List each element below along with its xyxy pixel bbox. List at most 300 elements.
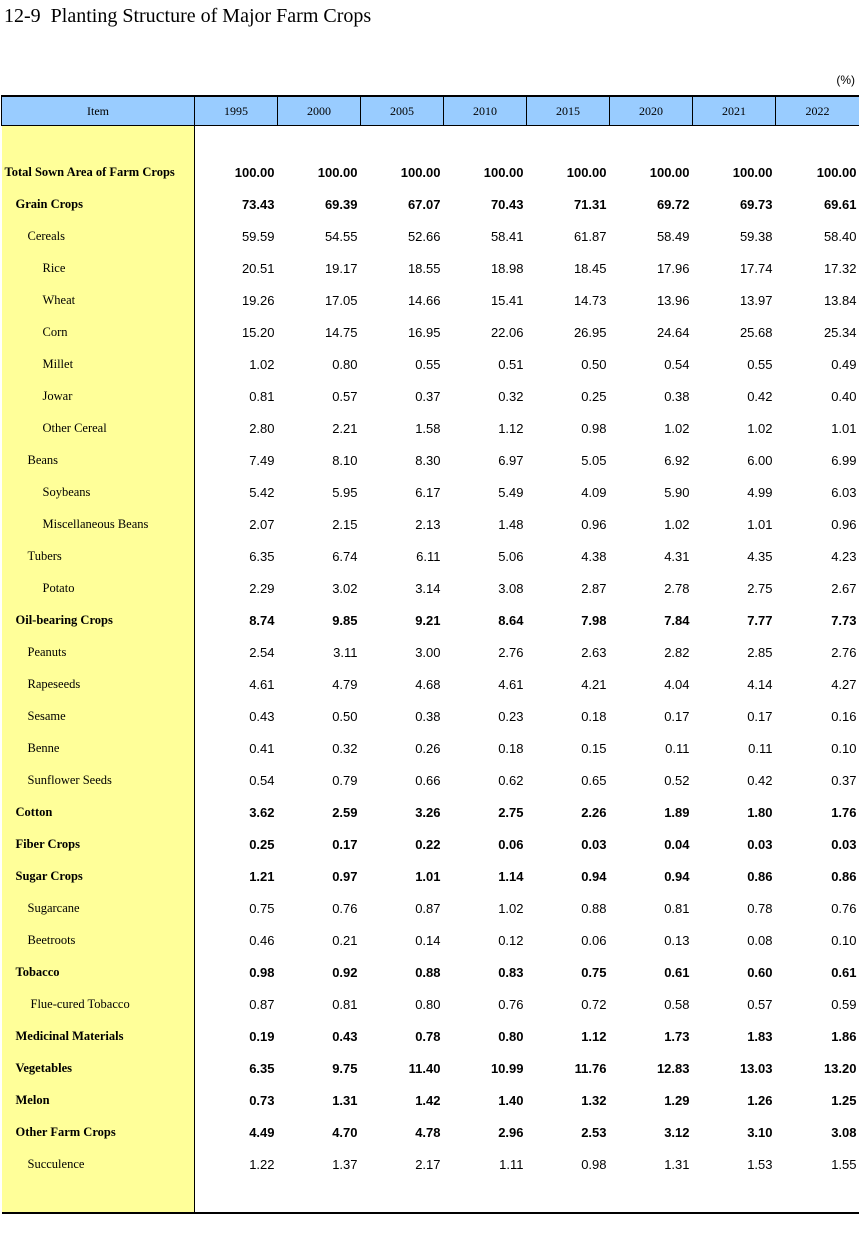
value-cell: 2.67 bbox=[831, 580, 857, 596]
value-cell: 0.25 bbox=[249, 836, 275, 852]
value-cell: 1.02 bbox=[664, 516, 690, 532]
column-header-year: 2015 bbox=[527, 96, 610, 126]
value-cell: 3.10 bbox=[747, 1124, 773, 1140]
table-row bbox=[2, 188, 859, 220]
value-cell: 0.40 bbox=[831, 388, 857, 404]
table-row bbox=[2, 380, 859, 412]
spacer-cell bbox=[444, 1180, 527, 1213]
value-cell: 1.21 bbox=[249, 868, 275, 884]
value-cell: 0.18 bbox=[581, 708, 607, 724]
row-label: Succulence bbox=[2, 1148, 195, 1180]
table-row bbox=[2, 444, 859, 476]
value-cell: 0.66 bbox=[415, 772, 441, 788]
spacer-cell bbox=[693, 1180, 776, 1213]
value-cell: 8.30 bbox=[415, 452, 441, 468]
value-cell: 0.54 bbox=[249, 772, 275, 788]
value-cell: 59.38 bbox=[739, 228, 773, 244]
value-cell: 4.21 bbox=[581, 676, 607, 692]
table-row bbox=[2, 1084, 859, 1116]
value-cell: 2.80 bbox=[249, 420, 275, 436]
value-cell: 0.42 bbox=[747, 772, 773, 788]
value-cell: 6.99 bbox=[831, 452, 857, 468]
value-cell: 2.54 bbox=[249, 644, 275, 660]
value-cell: 52.66 bbox=[407, 228, 441, 244]
value-cell: 0.13 bbox=[664, 932, 690, 948]
value-cell: 10.99 bbox=[490, 1060, 524, 1076]
value-cell: 0.50 bbox=[332, 708, 358, 724]
value-cell: 13.03 bbox=[739, 1060, 773, 1076]
value-cell: 15.41 bbox=[490, 292, 524, 308]
value-cell: 2.53 bbox=[581, 1124, 607, 1140]
value-cell: 7.49 bbox=[249, 452, 275, 468]
value-cell: 4.23 bbox=[831, 548, 857, 564]
value-cell: 1.31 bbox=[332, 1092, 358, 1108]
value-cell: 1.73 bbox=[664, 1028, 690, 1044]
spacer-cell bbox=[195, 1180, 278, 1213]
spacer-cell bbox=[278, 126, 361, 157]
row-label: Sunflower Seeds bbox=[2, 764, 195, 796]
value-cell: 3.12 bbox=[664, 1124, 690, 1140]
table-row bbox=[2, 892, 859, 924]
table-row bbox=[2, 924, 859, 956]
value-cell: 7.84 bbox=[664, 612, 690, 628]
row-label: Sugar Crops bbox=[2, 860, 195, 892]
table-row bbox=[2, 1020, 859, 1052]
header-row bbox=[2, 96, 859, 126]
row-label: Other Farm Crops bbox=[2, 1116, 195, 1148]
value-cell: 0.52 bbox=[664, 772, 690, 788]
table-row bbox=[2, 828, 859, 860]
value-cell: 1.53 bbox=[747, 1156, 773, 1172]
table-row bbox=[2, 348, 859, 380]
value-cell: 70.43 bbox=[490, 196, 524, 212]
value-cell: 3.26 bbox=[415, 804, 441, 820]
spacer-cell bbox=[278, 1180, 361, 1213]
value-cell: 0.86 bbox=[747, 868, 773, 884]
value-cell: 1.01 bbox=[415, 868, 441, 884]
value-cell: 0.38 bbox=[415, 708, 441, 724]
value-cell: 1.48 bbox=[498, 516, 524, 532]
value-cell: 0.21 bbox=[332, 932, 358, 948]
spacer-cell bbox=[2, 126, 195, 157]
value-cell: 0.55 bbox=[747, 356, 773, 372]
column-header-year: 2010 bbox=[444, 96, 527, 126]
value-cell: 54.55 bbox=[324, 228, 358, 244]
page-title: 12-9 Planting Structure of Major Farm Crops bbox=[4, 5, 372, 27]
value-cell: 8.64 bbox=[498, 612, 524, 628]
value-cell: 69.39 bbox=[324, 196, 358, 212]
row-label: Jowar bbox=[2, 380, 195, 412]
value-cell: 1.86 bbox=[831, 1028, 857, 1044]
value-cell: 0.50 bbox=[581, 356, 607, 372]
value-cell: 6.03 bbox=[831, 484, 857, 500]
value-cell: 17.05 bbox=[324, 292, 358, 308]
value-cell: 2.07 bbox=[249, 516, 275, 532]
value-cell: 3.08 bbox=[498, 580, 524, 596]
value-cell: 6.11 bbox=[416, 548, 441, 564]
value-cell: 0.38 bbox=[664, 388, 690, 404]
value-cell: 0.43 bbox=[249, 708, 275, 724]
value-cell: 0.22 bbox=[415, 836, 441, 852]
value-cell: 0.75 bbox=[249, 900, 275, 916]
value-cell: 0.26 bbox=[415, 740, 441, 756]
value-cell: 11.40 bbox=[408, 1060, 441, 1076]
value-cell: 13.96 bbox=[656, 292, 690, 308]
value-cell: 0.94 bbox=[664, 868, 690, 884]
value-cell: 13.20 bbox=[823, 1060, 857, 1076]
value-cell: 13.97 bbox=[739, 292, 773, 308]
value-cell: 0.03 bbox=[581, 836, 607, 852]
value-cell: 3.62 bbox=[249, 804, 275, 820]
value-cell: 61.87 bbox=[573, 228, 607, 244]
spacer-cell bbox=[444, 126, 527, 157]
value-cell: 0.42 bbox=[747, 388, 773, 404]
value-cell: 4.27 bbox=[831, 676, 857, 692]
value-cell: 5.95 bbox=[332, 484, 358, 500]
value-cell: 2.75 bbox=[498, 804, 524, 820]
value-cell: 19.26 bbox=[241, 292, 275, 308]
table-row bbox=[2, 988, 859, 1020]
value-cell: 0.16 bbox=[831, 708, 857, 724]
value-cell: 2.17 bbox=[415, 1156, 441, 1172]
value-cell: 17.74 bbox=[739, 260, 773, 276]
value-cell: 25.34 bbox=[823, 324, 857, 340]
value-cell: 100.00 bbox=[732, 164, 773, 180]
value-cell: 0.75 bbox=[581, 964, 607, 980]
value-cell: 17.96 bbox=[656, 260, 690, 276]
column-header-year: 2021 bbox=[693, 96, 776, 126]
value-cell: 2.82 bbox=[664, 644, 690, 660]
table-row bbox=[2, 604, 859, 636]
value-cell: 9.75 bbox=[332, 1060, 358, 1076]
value-cell: 69.72 bbox=[656, 196, 690, 212]
value-cell: 71.31 bbox=[573, 196, 607, 212]
value-cell: 0.87 bbox=[415, 900, 441, 916]
value-cell: 2.29 bbox=[249, 580, 275, 596]
value-cell: 0.06 bbox=[581, 932, 607, 948]
value-cell: 19.17 bbox=[324, 260, 358, 276]
value-cell: 58.49 bbox=[656, 228, 690, 244]
value-cell: 12.83 bbox=[656, 1060, 690, 1076]
value-cell: 4.78 bbox=[415, 1124, 441, 1140]
value-cell: 14.75 bbox=[324, 324, 358, 340]
value-cell: 100.00 bbox=[400, 164, 441, 180]
value-cell: 18.45 bbox=[573, 260, 607, 276]
value-cell: 0.88 bbox=[415, 964, 441, 980]
value-cell: 0.81 bbox=[332, 996, 358, 1012]
value-cell: 3.00 bbox=[415, 644, 441, 660]
value-cell: 0.97 bbox=[332, 868, 358, 884]
value-cell: 0.03 bbox=[747, 836, 773, 852]
value-cell: 67.07 bbox=[407, 196, 441, 212]
row-label: Melon bbox=[2, 1084, 195, 1116]
value-cell: 2.76 bbox=[498, 644, 524, 660]
row-label: Other Cereal bbox=[2, 412, 195, 444]
value-cell: 59.59 bbox=[241, 228, 275, 244]
value-cell: 1.02 bbox=[747, 420, 773, 436]
value-cell: 0.25 bbox=[581, 388, 607, 404]
value-cell: 0.72 bbox=[581, 996, 607, 1012]
row-label: Fiber Crops bbox=[2, 828, 195, 860]
table-row bbox=[2, 284, 859, 316]
value-cell: 0.65 bbox=[581, 772, 607, 788]
value-cell: 0.06 bbox=[498, 836, 524, 852]
table-row bbox=[2, 476, 859, 508]
value-cell: 4.38 bbox=[581, 548, 607, 564]
value-cell: 2.59 bbox=[332, 804, 358, 820]
table-row bbox=[2, 412, 859, 444]
column-header-item: Item bbox=[2, 96, 195, 126]
value-cell: 0.49 bbox=[831, 356, 857, 372]
value-cell: 0.15 bbox=[581, 740, 607, 756]
value-cell: 1.37 bbox=[332, 1156, 358, 1172]
spacer-row bbox=[2, 1180, 859, 1213]
value-cell: 9.85 bbox=[332, 612, 358, 628]
value-cell: 1.02 bbox=[249, 356, 275, 372]
value-cell: 7.73 bbox=[831, 612, 857, 628]
row-label: Miscellaneous Beans bbox=[2, 508, 195, 540]
value-cell: 100.00 bbox=[317, 164, 358, 180]
row-label: Vegetables bbox=[2, 1052, 195, 1084]
value-cell: 17.32 bbox=[823, 260, 857, 276]
value-cell: 0.43 bbox=[332, 1028, 358, 1044]
value-cell: 0.96 bbox=[581, 516, 607, 532]
value-cell: 9.21 bbox=[415, 612, 441, 628]
spacer-cell bbox=[610, 1180, 693, 1213]
value-cell: 1.55 bbox=[831, 1156, 857, 1172]
value-cell: 0.46 bbox=[249, 932, 275, 948]
value-cell: 15.20 bbox=[241, 324, 275, 340]
value-cell: 5.49 bbox=[498, 484, 524, 500]
value-cell: 4.79 bbox=[332, 676, 358, 692]
value-cell: 5.06 bbox=[498, 548, 524, 564]
value-cell: 1.29 bbox=[664, 1092, 690, 1108]
value-cell: 0.37 bbox=[831, 772, 857, 788]
value-cell: 4.49 bbox=[249, 1124, 275, 1140]
value-cell: 0.57 bbox=[332, 388, 358, 404]
spacer-cell bbox=[195, 126, 278, 157]
spacer-cell bbox=[527, 1180, 610, 1213]
column-header-year: 2005 bbox=[361, 96, 444, 126]
value-cell: 1.14 bbox=[498, 868, 524, 884]
value-cell: 6.17 bbox=[415, 484, 441, 500]
table-row bbox=[2, 860, 859, 892]
column-header-year: 2000 bbox=[278, 96, 361, 126]
value-cell: 0.78 bbox=[415, 1028, 441, 1044]
value-cell: 0.51 bbox=[498, 356, 524, 372]
row-label: Millet bbox=[2, 348, 195, 380]
table-row bbox=[2, 668, 859, 700]
value-cell: 0.60 bbox=[747, 964, 773, 980]
value-cell: 4.68 bbox=[415, 676, 441, 692]
value-cell: 0.78 bbox=[747, 900, 773, 916]
value-cell: 16.95 bbox=[407, 324, 441, 340]
value-cell: 1.89 bbox=[664, 804, 690, 820]
table-row bbox=[2, 316, 859, 348]
value-cell: 2.26 bbox=[581, 804, 607, 820]
column-header-year: 2022 bbox=[776, 96, 859, 126]
value-cell: 2.76 bbox=[831, 644, 857, 660]
row-label: Soybeans bbox=[2, 476, 195, 508]
value-cell: 3.11 bbox=[333, 644, 358, 660]
value-cell: 0.80 bbox=[498, 1028, 524, 1044]
value-cell: 0.10 bbox=[831, 740, 857, 756]
value-cell: 2.78 bbox=[664, 580, 690, 596]
table-row bbox=[2, 764, 859, 796]
value-cell: 0.18 bbox=[498, 740, 524, 756]
row-label: Grain Crops bbox=[2, 188, 195, 220]
table-row bbox=[2, 700, 859, 732]
value-cell: 2.87 bbox=[581, 580, 607, 596]
value-cell: 100.00 bbox=[566, 164, 607, 180]
value-cell: 73.43 bbox=[241, 196, 275, 212]
table-body bbox=[2, 126, 859, 1214]
value-cell: 1.80 bbox=[747, 804, 773, 820]
value-cell: 14.73 bbox=[573, 292, 607, 308]
value-cell: 14.66 bbox=[407, 292, 441, 308]
value-cell: 1.02 bbox=[664, 420, 690, 436]
row-label: Beetroots bbox=[2, 924, 195, 956]
spacer-cell bbox=[776, 1180, 859, 1213]
value-cell: 2.96 bbox=[498, 1124, 524, 1140]
value-cell: 0.98 bbox=[249, 964, 275, 980]
table-row bbox=[2, 572, 859, 604]
row-label: Medicinal Materials bbox=[2, 1020, 195, 1052]
value-cell: 0.32 bbox=[498, 388, 524, 404]
row-label: Total Sown Area of Farm Crops bbox=[2, 156, 195, 188]
value-cell: 6.00 bbox=[747, 452, 773, 468]
value-cell: 0.76 bbox=[498, 996, 524, 1012]
value-cell: 100.00 bbox=[483, 164, 524, 180]
value-cell: 0.41 bbox=[249, 740, 275, 756]
table-row bbox=[2, 252, 859, 284]
value-cell: 7.98 bbox=[581, 612, 607, 628]
table-row bbox=[2, 636, 859, 668]
value-cell: 1.25 bbox=[831, 1092, 857, 1108]
value-cell: 5.42 bbox=[249, 484, 275, 500]
table-row bbox=[2, 1052, 859, 1084]
table-row bbox=[2, 540, 859, 572]
table-row bbox=[2, 1148, 859, 1180]
value-cell: 0.10 bbox=[831, 932, 857, 948]
value-cell: 4.61 bbox=[249, 676, 275, 692]
value-cell: 18.98 bbox=[490, 260, 524, 276]
value-cell: 0.94 bbox=[581, 868, 607, 884]
value-cell: 1.58 bbox=[415, 420, 441, 436]
table-row bbox=[2, 732, 859, 764]
table-row bbox=[2, 1116, 859, 1148]
value-cell: 0.98 bbox=[581, 1156, 607, 1172]
value-cell: 0.54 bbox=[664, 356, 690, 372]
unit-label: (%) bbox=[836, 73, 855, 87]
value-cell: 100.00 bbox=[816, 164, 857, 180]
value-cell: 6.35 bbox=[249, 548, 275, 564]
value-cell: 1.02 bbox=[498, 900, 524, 916]
value-cell: 20.51 bbox=[241, 260, 275, 276]
spacer-cell bbox=[610, 126, 693, 157]
value-cell: 6.92 bbox=[664, 452, 690, 468]
spacer-cell bbox=[527, 126, 610, 157]
value-cell: 100.00 bbox=[234, 164, 275, 180]
value-cell: 0.19 bbox=[249, 1028, 275, 1044]
value-cell: 0.88 bbox=[581, 900, 607, 916]
value-cell: 0.32 bbox=[332, 740, 358, 756]
value-cell: 0.59 bbox=[831, 996, 857, 1012]
value-cell: 0.03 bbox=[831, 836, 857, 852]
value-cell: 8.10 bbox=[332, 452, 358, 468]
row-label: Rapeseeds bbox=[2, 668, 195, 700]
value-cell: 0.14 bbox=[415, 932, 441, 948]
value-cell: 2.15 bbox=[332, 516, 358, 532]
row-label: Sesame bbox=[2, 700, 195, 732]
value-cell: 0.57 bbox=[747, 996, 773, 1012]
value-cell: 1.26 bbox=[747, 1092, 773, 1108]
value-cell: 0.76 bbox=[831, 900, 857, 916]
value-cell: 0.81 bbox=[249, 388, 275, 404]
spacer-cell bbox=[693, 126, 776, 157]
value-cell: 0.86 bbox=[831, 868, 857, 884]
value-cell: 0.73 bbox=[249, 1092, 275, 1108]
row-label: Rice bbox=[2, 252, 195, 284]
value-cell: 0.23 bbox=[498, 708, 524, 724]
row-label: Tubers bbox=[2, 540, 195, 572]
value-cell: 1.32 bbox=[581, 1092, 607, 1108]
value-cell: 0.37 bbox=[415, 388, 441, 404]
value-cell: 0.98 bbox=[581, 420, 607, 436]
value-cell: 5.90 bbox=[664, 484, 690, 500]
value-cell: 18.55 bbox=[407, 260, 441, 276]
row-label: Oil-bearing Crops bbox=[2, 604, 195, 636]
row-label: Tobacco bbox=[2, 956, 195, 988]
value-cell: 1.12 bbox=[581, 1028, 607, 1044]
table-row bbox=[2, 508, 859, 540]
value-cell: 0.76 bbox=[332, 900, 358, 916]
value-cell: 4.61 bbox=[498, 676, 524, 692]
value-cell: 0.11 bbox=[748, 740, 773, 756]
value-cell: 22.06 bbox=[490, 324, 524, 340]
value-cell: 4.70 bbox=[332, 1124, 358, 1140]
value-cell: 0.55 bbox=[415, 356, 441, 372]
row-label: Sugarcane bbox=[2, 892, 195, 924]
value-cell: 7.77 bbox=[747, 612, 773, 628]
value-cell: 0.61 bbox=[664, 964, 690, 980]
column-header-year: 1995 bbox=[195, 96, 278, 126]
value-cell: 0.17 bbox=[332, 836, 358, 852]
value-cell: 1.83 bbox=[747, 1028, 773, 1044]
value-cell: 0.80 bbox=[332, 356, 358, 372]
value-cell: 3.02 bbox=[332, 580, 358, 596]
column-header-year: 2020 bbox=[610, 96, 693, 126]
row-label: Benne bbox=[2, 732, 195, 764]
value-cell: 1.01 bbox=[831, 420, 857, 436]
value-cell: 4.09 bbox=[581, 484, 607, 500]
value-cell: 0.92 bbox=[332, 964, 358, 980]
value-cell: 4.31 bbox=[664, 548, 690, 564]
value-cell: 6.97 bbox=[498, 452, 524, 468]
row-label: Potato bbox=[2, 572, 195, 604]
spacer-row bbox=[2, 126, 859, 157]
row-label: Cereals bbox=[2, 220, 195, 252]
value-cell: 0.58 bbox=[664, 996, 690, 1012]
value-cell: 2.13 bbox=[415, 516, 441, 532]
value-cell: 2.21 bbox=[332, 420, 358, 436]
value-cell: 0.04 bbox=[664, 836, 690, 852]
value-cell: 0.62 bbox=[498, 772, 524, 788]
value-cell: 0.80 bbox=[415, 996, 441, 1012]
value-cell: 0.61 bbox=[831, 964, 857, 980]
value-cell: 1.40 bbox=[498, 1092, 524, 1108]
value-cell: 2.85 bbox=[747, 644, 773, 660]
